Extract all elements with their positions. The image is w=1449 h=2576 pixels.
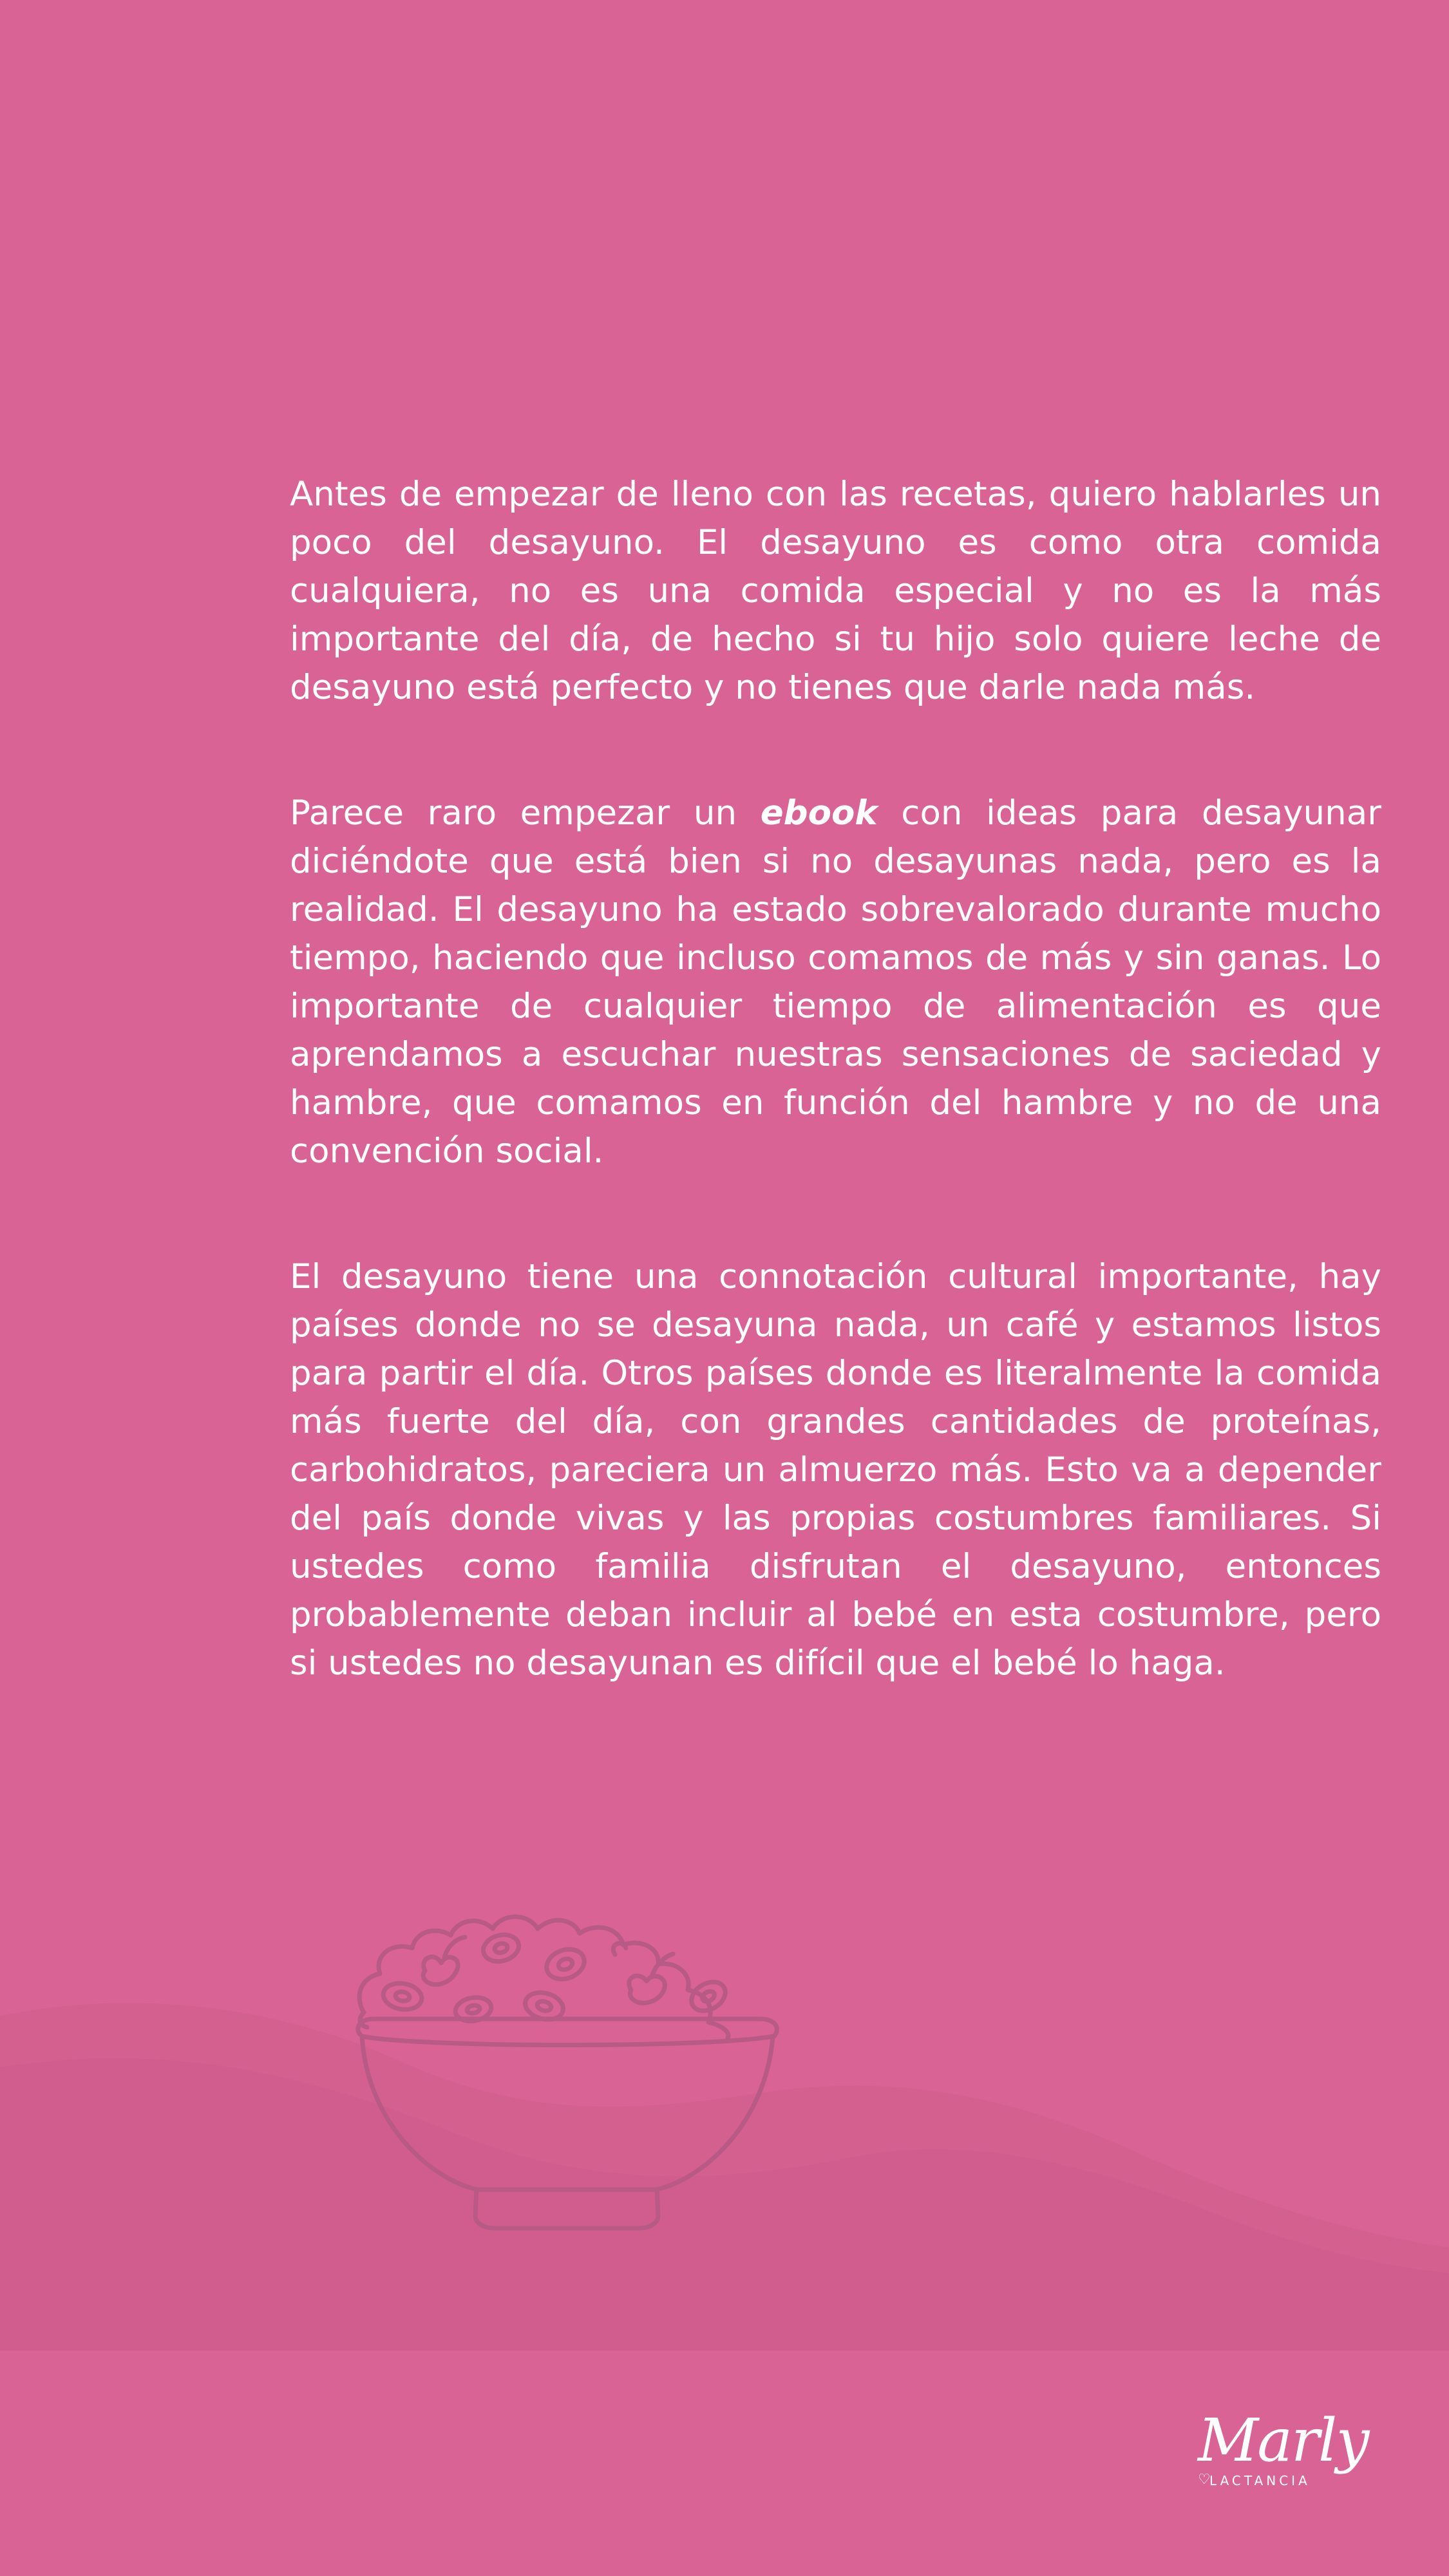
paragraph-1: Antes de empezar de lleno con las recetas, quiero hablarles un poco del desayuno. El desayuno es como otra comida cualquiera, no es una comida especial y no es la más importante del día, de hecho si tu hijo solo quiere leche de desayuno está perfecto y no tienes que darle nada más. <box>290 475 1381 707</box>
paragraph-2-emphasis: ebook <box>760 793 878 833</box>
heart-icon: ♡ <box>1198 2472 1211 2488</box>
paragraph-2-start: Parece raro empezar un <box>290 793 761 833</box>
cereal-bowl-icon <box>348 1887 792 2267</box>
paragraph-2-end: con ideas para desayunar diciéndote que está bien si no desayunas nada, pero es la realidad. El desayuno ha estado sobrevalorado durante mucho tiempo, haciendo que incluso comamos de más y sin ganas. Lo importante de cualquier tiempo de alimentación es que aprendamos a escuchar nuestras sensaciones de saciedad y hambre, que comamos en función del hambre y no de una convención social. <box>290 793 1381 1171</box>
logo-subtitle: LACTANCIA <box>1209 2473 1311 2488</box>
paragraph-3: El desayuno tiene una connotación cultural importante, hay países donde no se desayuna nada, un café y estamos listos para partir el día. Otros países donde es literalmente la comida más fuerte del día, con grandes cantidades de proteínas, carbohidratos, pareciera un almuerzo más. Esto va a depender del país donde vivas y las propias costumbres familiares. Si ustedes como familia disfrutan el desayuno, entonces probablemente deban incluir al bebé en esta costumbre, pero si ustedes no desayunan es difícil que el bebé lo haga. <box>290 1257 1381 1683</box>
brand-logo <box>1198 2406 1372 2492</box>
body-text <box>290 470 1381 1765</box>
paragraph-2 <box>290 789 1381 1175</box>
logo-script: Marly <box>1198 2406 1368 2475</box>
